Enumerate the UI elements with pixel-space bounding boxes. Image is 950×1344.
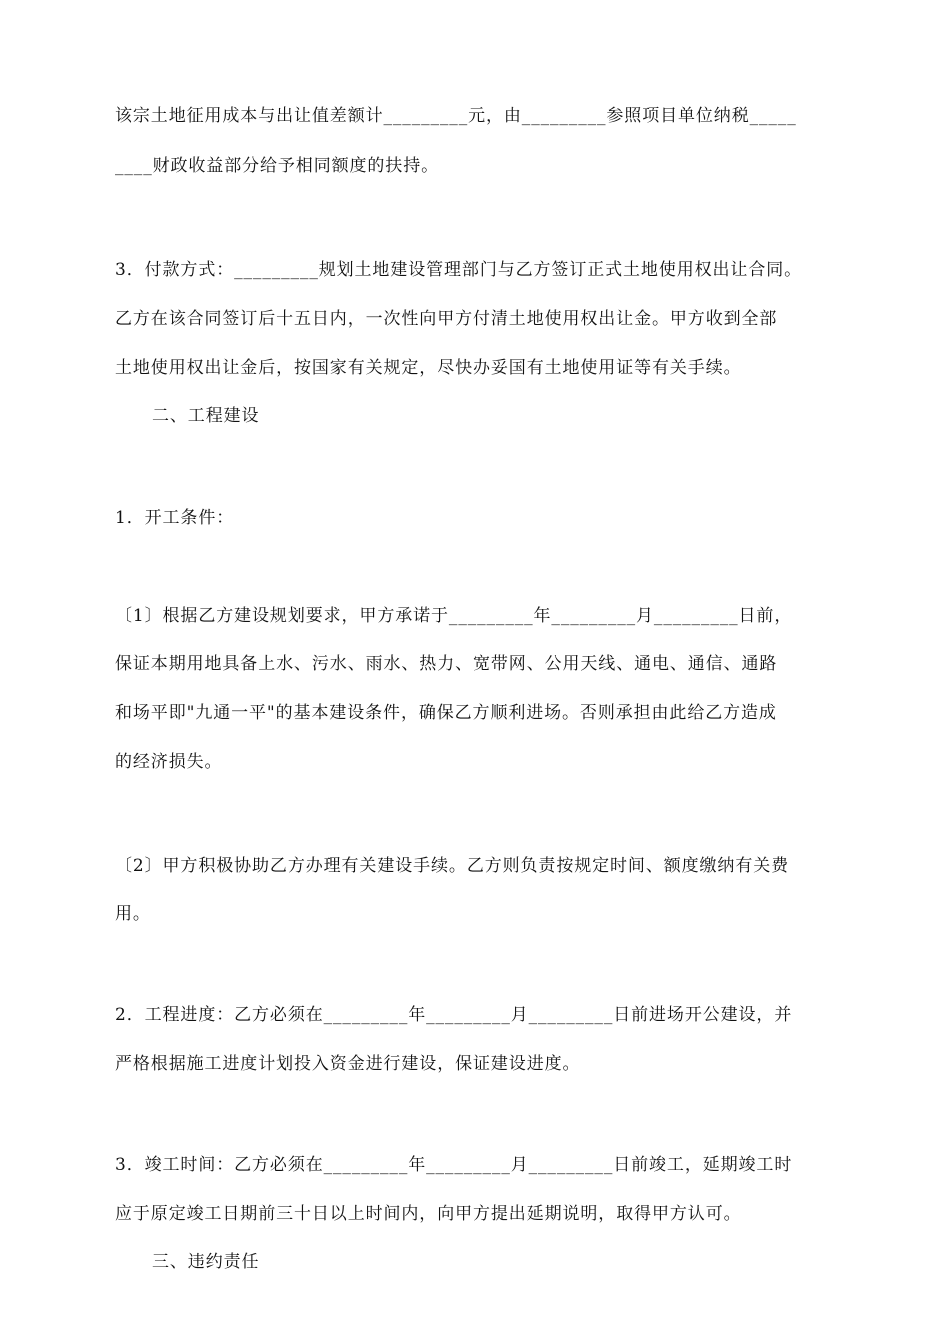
text-line: 和场平即"九通一平"的基本建设条件，确保乙方顺利进场。否则承担由此给乙方造成 xyxy=(115,703,777,723)
text-line: 该宗土地征用成本与出让值差额计_________元，由_________参照项目单位纳税_____ xyxy=(115,106,797,126)
text-line: 〔1〕根据乙方建设规划要求，甲方承诺于_________年_________月_________日前， xyxy=(115,606,793,626)
text-line: 严格根据施工进度计划投入资金进行建设，保证建设进度。 xyxy=(115,1054,581,1074)
text-line: 2．工程进度：乙方必须在_________年_________月_________日前进场开公建设，并 xyxy=(115,1005,793,1025)
section-heading: 三、违约责任 xyxy=(152,1252,260,1272)
text-line: 〔2〕甲方积极协助乙方办理有关建设手续。乙方则负责按规定时间、额度缴纳有关费 xyxy=(115,856,790,876)
text-line: 的经济损失。 xyxy=(115,752,223,772)
text-line: 3．付款方式：_________规划土地建设管理部门与乙方签订正式土地使用权出让合同。 xyxy=(115,260,803,280)
text-line: ____财政收益部分给予相同额度的扶持。 xyxy=(115,156,439,176)
text-line: 用。 xyxy=(115,904,151,924)
text-line: 1．开工条件： xyxy=(115,508,235,528)
text-line: 土地使用权出让金后，按国家有关规定，尽快办妥国有土地使用证等有关手续。 xyxy=(115,358,742,378)
text-line: 保证本期用地具备上水、污水、雨水、热力、宽带网、公用天线、通电、通信、通路 xyxy=(115,654,778,674)
text-line: 3．竣工时间：乙方必须在_________年_________月_________日前竣工，延期竣工时 xyxy=(115,1155,793,1175)
text-line: 应于原定竣工日期前三十日以上时间内，向甲方提出延期说明，取得甲方认可。 xyxy=(115,1204,742,1224)
section-heading: 二、工程建设 xyxy=(152,406,260,426)
text-line: 乙方在该合同签订后十五日内，一次性向甲方付清土地使用权出让金。甲方收到全部 xyxy=(115,309,778,329)
